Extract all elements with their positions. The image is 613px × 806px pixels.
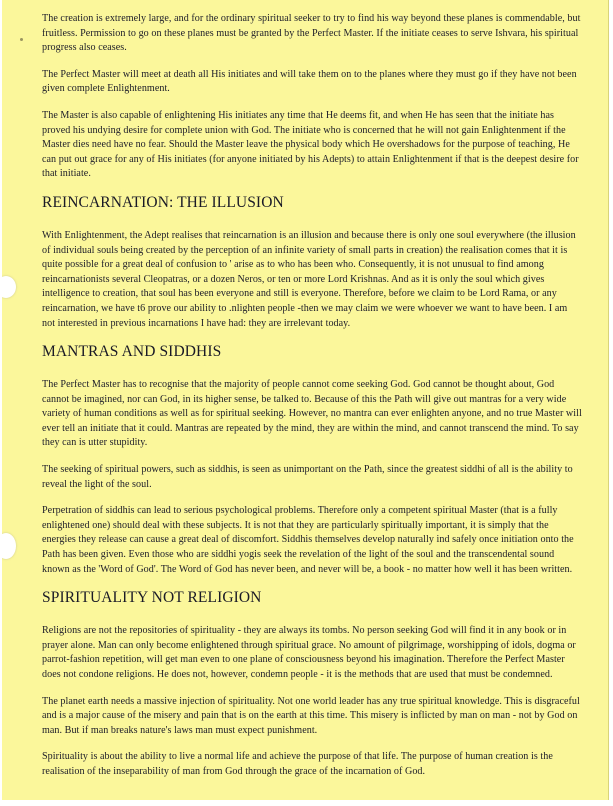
paragraph: The Perfect Master will meet at death all His initiates and will take them on to the planes where they must go if they have not been given complete Enlightenment. (42, 68, 577, 95)
paragraph: The planet earth needs a massive injection of spirituality. Not one world leader has any true spiritual knowledge. This is disgraceful and is a major cause of the misery and pain that is on the earth at this time. This misery is inflicted by man on man - not by God on man. But if man breaks nature's laws man must expect punishment. (42, 695, 580, 736)
paragraph: The Perfect Master has to recognise that the majority of people cannot come seeking God. God cannot be thought about, God cannot be imagined, nor can God, in its higher sense, be talked to. Because of this the Path will give out mantras for a very wide variety of human conditions as well as for spiritual seeking. However, no mantra can ever enlighten anyone, and no true Master will ever tell an initiate that it could. Mantras are repeated by the mind, they are within the mind, and cannot transcend the mind. To say they can is utter stupidity. (42, 379, 582, 449)
section-heading-spirituality: SPIRITUALITY NOT RELIGION (42, 589, 262, 607)
paragraph: Perpetration of siddhis can lead to serious psychological problems. Therefore only a competent spiritual Master (that is a fully enlightened one) should deal with these subjects. It is not that they are particularly spiritually important, it is simply that the energies they release can cause a great deal of discomfort. Siddhis themselves develop naturally ind safely once initiation onto the Path has been given. Even those who are siddhi yogis seek the revelation of the light of the soul and the transcendental sound known as the 'Word of God'. The Word of God has never been, and never will be, a book - no matter how well it has been written. (42, 505, 574, 575)
punch-hole (2, 276, 16, 298)
paragraph: Religions are not the repositories of spirituality - they are always its tombs. No person seeking God will find it in any book or in prayer alone. Man can only become enlightened through spiritual grace. No amount of pilgrimage, worshipping of idols, dogma or parrot-fashion repetition, will get man even to one plane of consciousness beyond his imagination. Therefore the Perfect Master does not condone religions. He does not, however, condemn people - it is the methods that are used that must be condemned. (42, 625, 576, 680)
section-heading-reincarnation: REINCARNATION: THE ILLUSION (42, 193, 284, 211)
punch-hole (2, 533, 16, 559)
paragraph: With Enlightenment, the Adept realises that reincarnation is an illusion and because there is only one soul everywhere (the illusion of individual souls being created by the perception of an infinite variety of small parts in creation) the realisation comes that it is quite possible for a great deal of confusion to ' arise as to who has been who. Consequently, it is not unusual to find among reincarnationists several Cleopatras, or a dozen Neros, or ten or more Lord Krishnas. And as it is only the soul which gives intelligence to creation, that soul has been everyone and still is everyone. Therefore, before we claim to be Lord Rama, or any reincarnation, we have t6 prove our ability to .nlighten people -then we may claim we were whoever we want to have been. I am not interested in previous incarnations I have had: they are irrelevant today. (42, 229, 576, 329)
document-body (42, 12, 582, 792)
page-mark (20, 38, 23, 41)
paragraph: The Master is also capable of enlightening His initiates any time that He deems fit, and when He has seen that the initiate has proved his undying desire for complete union with God. The initiate who is concerned that he will not gain Enlightenment if the Master dies need have no fear. Should the Master leave the physical body which He overshadows for the purpose of teaching, He can put out grace for any of His initiates (for anyone initiated by his Adepts) to attain Enlightenment if that is the deepest desire for that initiate. (42, 109, 579, 180)
paragraph: The seeking of spiritual powers, such as siddhis, is seen as unimportant on the Path, since the greatest siddhi of all is the ability to reveal the light of the soul. (42, 464, 573, 490)
paragraph: Spirituality is about the ability to live a normal life and achieve the purpose of that life. The purpose of human creation is the realisation of the inseparability of man from God through the grace of the incarnation of God. (42, 751, 553, 777)
paragraph: The creation is extremely large, and for the ordinary spiritual seeker to try to find his way beyond these planes is commendable, but fruitless. Permission to go on these planes must be granted by the Perfect Master. If the initiate ceases to serve Ishvara, his spiritual progress also ceases. (42, 13, 581, 54)
section-heading-mantras: MANTRAS AND SIDDHIS (42, 343, 222, 361)
document-page (2, 0, 609, 800)
